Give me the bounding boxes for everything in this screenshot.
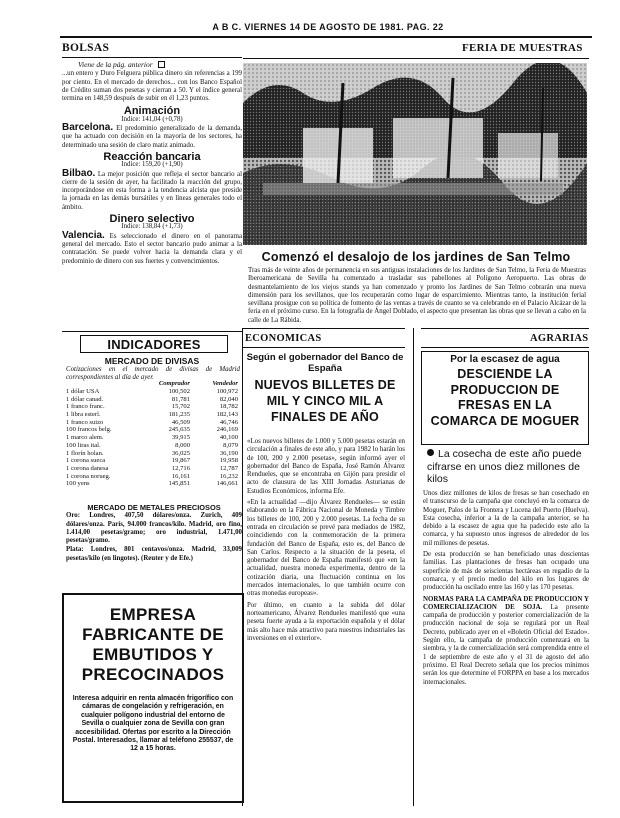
sell-price: 46,746 <box>219 418 238 426</box>
economicas-top-rule <box>243 328 405 329</box>
dinero-index: Indice: 138,84 (+1,73) <box>121 223 183 231</box>
bilbao-title: Bilbao. <box>62 167 96 179</box>
feria-body: Tras más de veinte años de permanencia en sus antiguas instalaciones de los Jardines de San Telmo, la Feria de Muestras Iberoamericana de Sevilla ha comenzado a trasladar sus pabellones al Polígono Aeropuerto. Las obras de desmantelamiento de los viejos stands ya han comenzado y pronto los Jardines de San Telmo cobrarán una nueva dimensión para los sevillanos, que los recuperarán como lugar de esparcimiento. Mientras tanto, la institución ferial sevillana prosigue con su política de fomento de las ventas a través de cuanto se va celebrando en el Palacio Alcázar de la feria en el próximo curso. En la fotografía de Ángel Doblado, el aspecto que presentan las obras que se llevan a cabo en la calle de La Rábida. <box>248 267 586 324</box>
buy-price: 100,502 <box>168 388 190 396</box>
economicas-kicker: Según el gobernador del Banco de España <box>246 352 404 374</box>
header-rule <box>60 36 592 38</box>
currency-name: 1 florín holan. <box>66 449 104 457</box>
agrarias-para-2: De esta producción se han beneficiado unas doscientas familias. Las plantaciones de fresas han ocupado una superficie de más de seiscientas hectáreas en regadío de la comarca, y el precio medio del kilo en los lugares de producción ha oscilado entre las 160 y las 170 pesetas. <box>423 551 589 592</box>
metales-block <box>66 504 242 564</box>
sell-price: 82,040 <box>219 395 238 403</box>
indicadores-top-rule <box>62 331 242 332</box>
animacion-title: Animación <box>123 105 181 118</box>
table-header-row <box>66 380 241 388</box>
currency-name: 1 dólar USA <box>66 388 100 396</box>
barcelona-text: El predominio generalizado de la demanda, que ha actuado con decisión en la mayoría de los sectores, ha determinado una sesión de claro matiz animado. <box>62 125 242 149</box>
economicas-headline: NUEVOS BILLETES DE MIL Y CINCO MIL A FINALES DE AÑO <box>254 378 396 424</box>
bullet-icon <box>427 449 434 456</box>
metales-title: MERCADO DE METALES PRECIOSOS <box>87 503 221 512</box>
buy-price: 39,915 <box>171 434 190 442</box>
column-divider-left <box>242 328 243 806</box>
table-row <box>66 472 241 480</box>
photo-image <box>243 63 587 245</box>
reaccion-index: Indice: 159,20 (+1,90) <box>121 161 183 169</box>
section-title-agrarias: AGRARIAS <box>530 333 589 344</box>
page-header: A B C. VIERNES 14 DE AGOSTO DE 1981. PAG. 22 <box>212 22 444 32</box>
economicas-para-3: Por último, en cuanto a la subida del dólar norteamericano, Álvarez Rendueles manifestó que «una peseta fuerte ayuda a la exportación española y el dólar más alto hace más atractivo para nuestros industriales las inversiones en el exterior». <box>247 601 405 642</box>
classified-ad <box>62 593 244 803</box>
table-row <box>66 442 241 450</box>
col-comprador: Comprador <box>158 380 190 388</box>
sell-price: 246,169 <box>216 426 238 434</box>
sell-price: 18,782 <box>219 403 238 411</box>
divisas-title: MERCADO DE DIVISAS <box>104 356 200 366</box>
currency-name: 1 dólar canad. <box>66 395 104 403</box>
table-row <box>66 426 241 434</box>
table-row <box>66 457 241 465</box>
agrarias-para-1: Unos diez millones de kilos de fresas se han cosechado en el transcurso de la campaña que concluyó en la comarca de Moguer, Palos de la Frontera y Lucena del Puerto (Huelva). Esta cosecha, inferior a la de la campaña anterior, se ha debido a la escasez de agua que ha padecido este año la comarca, y ha supuesto unos ingresos de alrededor de los mil millones de pesetas. <box>423 490 589 547</box>
economicas-rule <box>243 347 405 348</box>
animacion-index: Indice: 141,04 (+0,78) <box>121 115 183 123</box>
sell-price: 146,661 <box>216 480 238 488</box>
column-divider-right <box>413 328 414 806</box>
feria-photo <box>243 63 587 245</box>
bolsas-rule <box>62 57 242 58</box>
barcelona-title: Barcelona. <box>62 122 114 134</box>
currency-name: 1 marco alem. <box>66 434 104 442</box>
buy-price: 145,851 <box>168 480 190 488</box>
buy-price: 46,509 <box>171 418 190 426</box>
col-vendedor: Vendedor <box>212 380 238 388</box>
divisas-table <box>66 380 241 488</box>
metales-text: Oro: Londres, 407,50 dólares/onza. Zurich, 409 dólares/onza. París, 94.000 francos/kilo. Madrid, oro fino, 1.414,00 pesetas/gramo; oro industrial, 1.471,00 pesetas/gramo. <box>66 512 242 545</box>
table-row <box>66 449 241 457</box>
currency-name: 100 liras ital. <box>66 441 101 449</box>
sell-price: 19,958 <box>219 457 238 465</box>
table-row <box>66 388 241 396</box>
ad-title: EMPRESA FABRICANTE DE EMBUTIDOS Y PRECOCINADOS <box>81 605 225 684</box>
buy-price: 12,716 <box>171 464 190 472</box>
currency-name: 1 corona norueg. <box>66 472 111 480</box>
valencia-text: Es seleccionado el dinero en el panorama general del mercado. Esto el sector bancario pudo animar a la contratación. Se puede volver hacia la demanda clara y el predominio de dinero con sus fuertes y convencimientos. <box>62 232 242 265</box>
section-title-economicas: ECONOMICAS <box>245 333 322 344</box>
ad-text: Interesa adquirir en renta almacén frigorífico con cámaras de congelación y refrigeración, en cualquier polígono industrial del entorno de Sevilla o cualquier zona de Sevilla con gran accesibilidad. Ofertas por escrito a la Dirección Postal. Interesados, llamar al teléfono 255537, de 12 a 15 horas. <box>72 695 234 753</box>
currency-name: 1 corona danesa <box>66 464 109 472</box>
currency-name: 1 franco franc. <box>66 403 105 411</box>
plata-text: Plata: Londres, 801 centavos/onza. Madrid, 33,009 pesetas/kilo (en lingotes). (Reuter y de Efe.) <box>66 546 242 562</box>
economicas-para-2: «En la actualidad —dijo Álvarez Rendueles— se están elaborando en la Fábrica Nacional de Moneda y Timbre los billetes de 100, 200 y 2.000 pesetas. La fecha de su entrada en circulación se prevé para mediados de 1982, coincidiendo con la conmemoración de la primera fundación del Banco de España, esto es, del Banco de San Carlos. Respecto a la situación de la peseta, el gobernador del Banco de España manifestó que «en la actualidad, nuestra moneda experimenta, dentro de la cotización diaria, una fluctuación continua en los mercados internacionales, lo que también ocurre con otras monedas europeas». <box>247 499 405 598</box>
valencia-title: Valencia. <box>62 229 105 241</box>
currency-name: 1 libra esterl. <box>66 411 101 419</box>
dinero-title: Dinero selectivo <box>109 213 195 226</box>
agrarias-deck <box>427 448 587 486</box>
feria-rule <box>243 58 589 59</box>
agrarias-deck-text: La cosecha de este año puede cifrarse en unos diez millones de kilos <box>427 448 582 485</box>
buy-price: 36,025 <box>171 449 190 457</box>
sell-price: 16,232 <box>219 472 238 480</box>
sell-price: 40,100 <box>219 434 238 442</box>
economicas-body <box>247 438 405 644</box>
currency-name: 100 yens <box>66 480 90 488</box>
currency-name: 1 corona sueca <box>66 457 106 465</box>
normas-title: NORMAS PARA LA CAMPAÑA DE PRODUCCION Y COMERCIALIZACION DE SOJA. <box>423 595 589 611</box>
sell-price: 36,190 <box>219 449 238 457</box>
buy-price: 16,161 <box>171 472 190 480</box>
table-row <box>66 465 241 473</box>
bolsas-intro: ...un entero y Duro Felguera pública dinero sin referencias a 199 por ciento. En el mercado de derechos... con los Banco Español de Crédito suman dos pesetas y cierran a 50. Y el índice general termina en 148,59 después de subir en él 1,23 puntos. <box>62 70 242 103</box>
buy-price: 8,000 <box>175 441 190 449</box>
table-row <box>66 480 241 488</box>
sell-price: 182,143 <box>216 411 238 419</box>
agrarias-kicker: Por la escasez de agua <box>450 354 560 365</box>
economicas-para-1: «Los nuevos billetes de 1.000 y 5.000 pesetas estarán en circulación a finales de este año, y para 1982 lo harán los de 100, 200 y 2.000 pesetas», según informó ayer el gobernador del Banco de España, José Ramón Álvarez Rendueles, que se encontraba en Gijón para presidir el acto de clausura de las XIII Jornadas Asturianas de Estudios Económicos, informa Efe. <box>247 438 405 495</box>
table-row <box>66 434 241 442</box>
buy-price: 19,867 <box>171 457 190 465</box>
table-row <box>66 411 241 419</box>
agrarias-para-3: La presente campaña de producción y posterior comercialización de la producción nacional de soja se regulará por un Real Decreto, publicado ayer en el «Boletín Oficial del Estado». Según ello, la campaña de producción comenzará en la siembra, y la de comercialización será comprendida entre el 1 de septiembre de este año y el 31 de agosto del año próximo. El Real Decreto señala que los precios mínimos serán los que determine el FORPPA en base a los mercados internacionales. <box>423 603 589 686</box>
buy-price: 15,702 <box>171 403 190 411</box>
currency-name: 100 francos belg. <box>66 426 112 434</box>
continued-note: Viene de la pág. anterior <box>78 60 153 69</box>
sell-price: 100,972 <box>216 388 238 396</box>
reaccion-title: Reacción bancaria <box>103 150 201 163</box>
feria-headline: Comenzó el desalojo de los jardines de San Telmo <box>261 250 571 264</box>
buy-price: 245,635 <box>168 426 190 434</box>
table-row <box>66 395 241 403</box>
section-title-bolsas: BOLSAS <box>62 42 110 54</box>
continued-box-icon <box>158 61 165 68</box>
agrarias-headline: DESCIENDE LA PRODUCCION DE FRESAS EN LA COMARCA DE MOGUER <box>430 367 580 428</box>
buy-price: 81,781 <box>171 395 190 403</box>
buy-price: 181,235 <box>168 411 190 419</box>
bilbao-text: La mejor posición que refleja el sector bancario al cierre de la sesión de ayer, ha facilitado la reacción del grupo, incorporándose en esta forma a la tendencia alcista que preside la jornada en las demás bursátiles y en líneas generales todo el ámbito. <box>62 170 242 211</box>
agrarias-body <box>423 490 589 688</box>
section-title-feria: FERIA DE MUESTRAS <box>462 42 583 54</box>
divisas-intro: Cotizaciones en el mercado de divisas de Madrid correspondientes al día de ayer. <box>66 366 240 382</box>
table-row <box>66 418 241 426</box>
agrarias-top-rule <box>421 328 589 329</box>
table-row <box>66 403 241 411</box>
bolsas-column <box>62 61 242 267</box>
sell-price: 8,079 <box>223 441 238 449</box>
agrarias-rule <box>421 347 589 348</box>
currency-name: 1 franco suizo <box>66 418 104 426</box>
indicadores-title: INDICADORES <box>107 337 201 352</box>
sell-price: 12,787 <box>219 464 238 472</box>
